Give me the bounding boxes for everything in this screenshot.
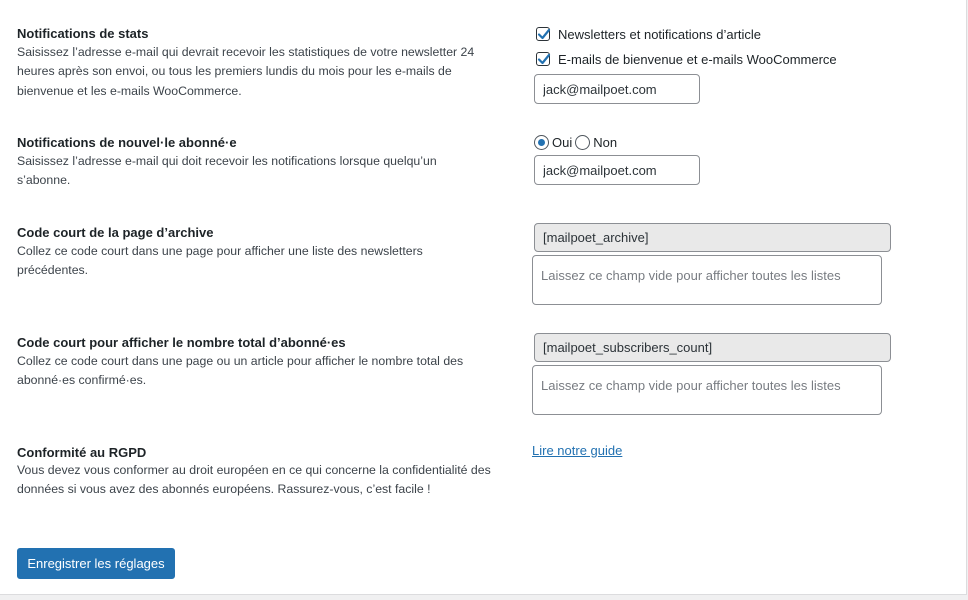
newsletters-checkbox[interactable] [536, 27, 550, 41]
subscribers-count-shortcode-title: Code court pour afficher le nombre total d’abonné·es [17, 335, 346, 350]
subscribers-count-shortcode-field[interactable] [534, 333, 891, 362]
archive-shortcode-title: Code court de la page d’archive [17, 225, 214, 240]
no-radio[interactable] [575, 135, 590, 150]
welcome-emails-checkbox-label: E-mails de bienvenue et e-mails WooCommerce [558, 51, 837, 67]
archive-lists-textarea[interactable] [532, 255, 882, 305]
new-subscriber-email-input[interactable] [534, 155, 700, 185]
yes-radio-label: Oui [552, 134, 573, 150]
stats-notifications-description: Saisissez l’adresse e-mail qui devrait recevoir les statistiques de votre newsletter 24 heures après son envoi, ou tous les premiers lundis du mois pour les e-mails de bienvenue et les e-mails WooCommerce. [17, 45, 475, 98]
stats-email-input[interactable] [534, 74, 700, 104]
newsletters-checkbox-label: Newsletters et notifications d’article [558, 26, 762, 42]
subscribers-count-lists-textarea[interactable] [532, 365, 882, 415]
subscribers-count-shortcode-description: Collez ce code court dans une page ou un article pour afficher le nombre total des abonné·es confirmé·es. [17, 354, 464, 388]
gdpr-guide-link[interactable]: Lire notre guide [532, 443, 623, 458]
new-subscriber-notifications-description: Saisissez l’adresse e-mail qui doit recevoir les notifications lorsque quelqu’un s’abonne. [17, 154, 437, 188]
archive-shortcode-field[interactable] [534, 223, 891, 252]
welcome-emails-checkbox[interactable] [536, 52, 550, 66]
gdpr-description: Vous devez vous conformer au droit européen en ce qui concerne la confidentialité des données si vous avez des abonnés européens. Rassurez-vous, c’est facile ! [17, 463, 491, 497]
gdpr-title: Conformité au RGPD [17, 445, 147, 460]
save-settings-button[interactable]: Enregistrer les réglages [17, 548, 175, 579]
new-subscriber-notifications-title: Notifications de nouvel·le abonné·e [17, 135, 237, 150]
checkmark-icon [536, 51, 552, 67]
welcome-emails-checkbox-row[interactable] [536, 50, 837, 68]
archive-shortcode-description: Collez ce code court dans une page pour afficher une liste des newsletters précédentes. [17, 244, 423, 278]
no-radio-label: Non [593, 134, 618, 150]
new-subscriber-radio-group [534, 133, 617, 151]
checkmark-icon [536, 26, 552, 42]
stats-notifications-title: Notifications de stats [17, 26, 149, 41]
yes-radio[interactable] [534, 135, 549, 150]
newsletters-checkbox-row[interactable] [536, 25, 761, 43]
